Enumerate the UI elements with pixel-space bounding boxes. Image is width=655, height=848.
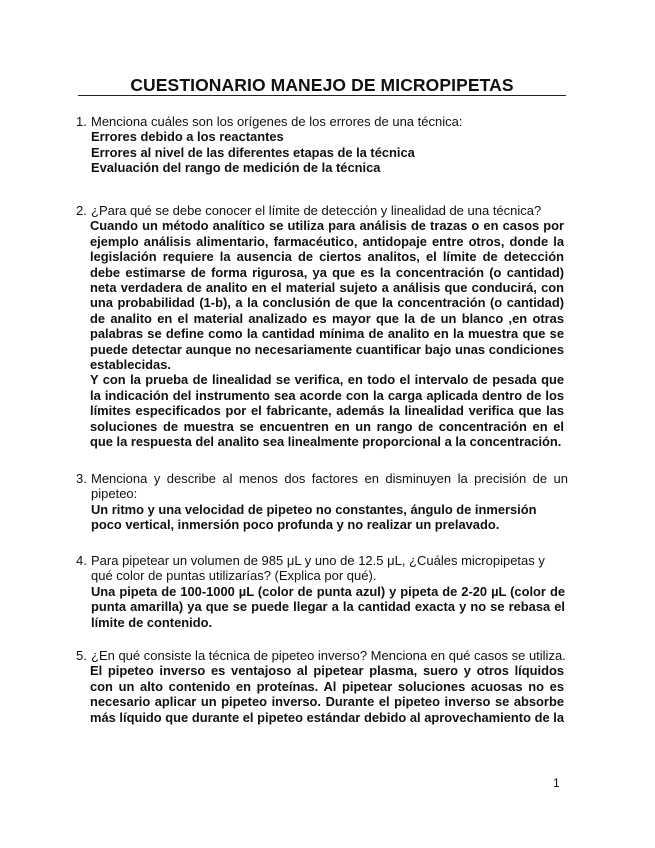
- answer-1: [91, 129, 568, 175]
- question-text: Para pipetear un volumen de 985 μL y uno de 12.5 μL, ¿Cuáles micropipetas y qué color de puntas utilizarías? (Explica por qué).: [91, 553, 545, 584]
- question-1: [76, 114, 568, 176]
- question-number: 2.: [76, 203, 87, 218]
- answer-paragraph: Un ritmo y una velocidad de pipeteo no constantes, ángulo de inmersión poco vertical, inmersión poco profunda y no realizar un prelavado.: [91, 501, 537, 533]
- answer-2: [90, 218, 564, 449]
- answer-5: [90, 663, 564, 725]
- answer-paragraph: Y con la prueba de linealidad se verifica, en todo el intervalo de pesada que la indicación del instrumento sea acorde con la carga aplicada dentro de los límites especificados por el fabricante, además la linealidad verifica que las soluciones de muestra se encuentren en un rango de concentración en el que la respuesta del analito sea linealmente proporcional a la concentración.: [90, 372, 564, 450]
- question-text: Menciona cuáles son los orígenes de los errores de una técnica:: [91, 114, 463, 129]
- answer-line: Evaluación del rango de medición de la técnica: [91, 160, 381, 176]
- question-text: Menciona y describe al menos dos factores en disminuyen la precisión de un pipeteo:: [91, 471, 568, 502]
- question-4: [76, 553, 568, 630]
- page-number: 1: [553, 776, 560, 790]
- question-number: 5.: [76, 648, 87, 663]
- answer-line: Errores al nivel de las diferentes etapas de la técnica: [91, 144, 415, 160]
- answer-line: Errores debido a los reactantes: [91, 129, 284, 145]
- answer-paragraph: Una pipeta de 100-1000 µL (color de punta azul) y pipeta de 2-20 µL (color de punta amarilla) ya que se puede llegar a la cantidad exacta y no se rebasa el límite de contenido.: [91, 583, 565, 630]
- question-text: ¿En qué consiste la técnica de pipeteo inverso? Menciona en qué casos se utiliza.: [91, 648, 566, 663]
- question-text: ¿Para qué se debe conocer el límite de detección y linealidad de una técnica?: [91, 203, 542, 218]
- question-5: [76, 648, 568, 725]
- question-3: [76, 471, 568, 533]
- question-number: 1.: [76, 114, 87, 129]
- answer-3: [91, 502, 551, 533]
- answer-paragraph: El pipeteo inverso es ventajoso al pipetear plasma, suero y otros líquidos con un alto contenido en proteínas. Al pipetear soluciones acuosas no es necesario aplicar un pipeteo inverso. Durante el pipeteo inverso se absorbe más líquido que durante el pipeteo estándar debido al aprovechamiento de la: [90, 663, 564, 725]
- page-title: CUESTIONARIO MANEJO DE MICROPIPETAS: [130, 75, 514, 95]
- question-2: [76, 203, 568, 450]
- question-number: 4.: [76, 553, 87, 568]
- question-number: 3.: [76, 471, 87, 486]
- title-underline: [78, 95, 566, 96]
- answer-paragraph: Cuando un método analítico se utiliza para análisis de trazas o en casos por ejemplo análisis alimentario, farmacéutico, antidopaje entre otros, donde la legislación requiere la ausencia de ciertos analitos, el límite de detección debe estimarse de forma rigurosa, ya que es la concentración (o cantidad) neta verdadera de analito en el material sujeto a análisis que conducirá, con una probabilidad (1-b), a la conclusión de que la concentración (o cantidad) de analito en el material analizado es mayor que la de un blanco ,en otras palabras se define como la cantidad mínima de analito en la muestra que se puede detectar aunque no necesariamente cuantificar bajo unas condiciones establecidas.: [90, 218, 564, 373]
- answer-4: [91, 584, 565, 630]
